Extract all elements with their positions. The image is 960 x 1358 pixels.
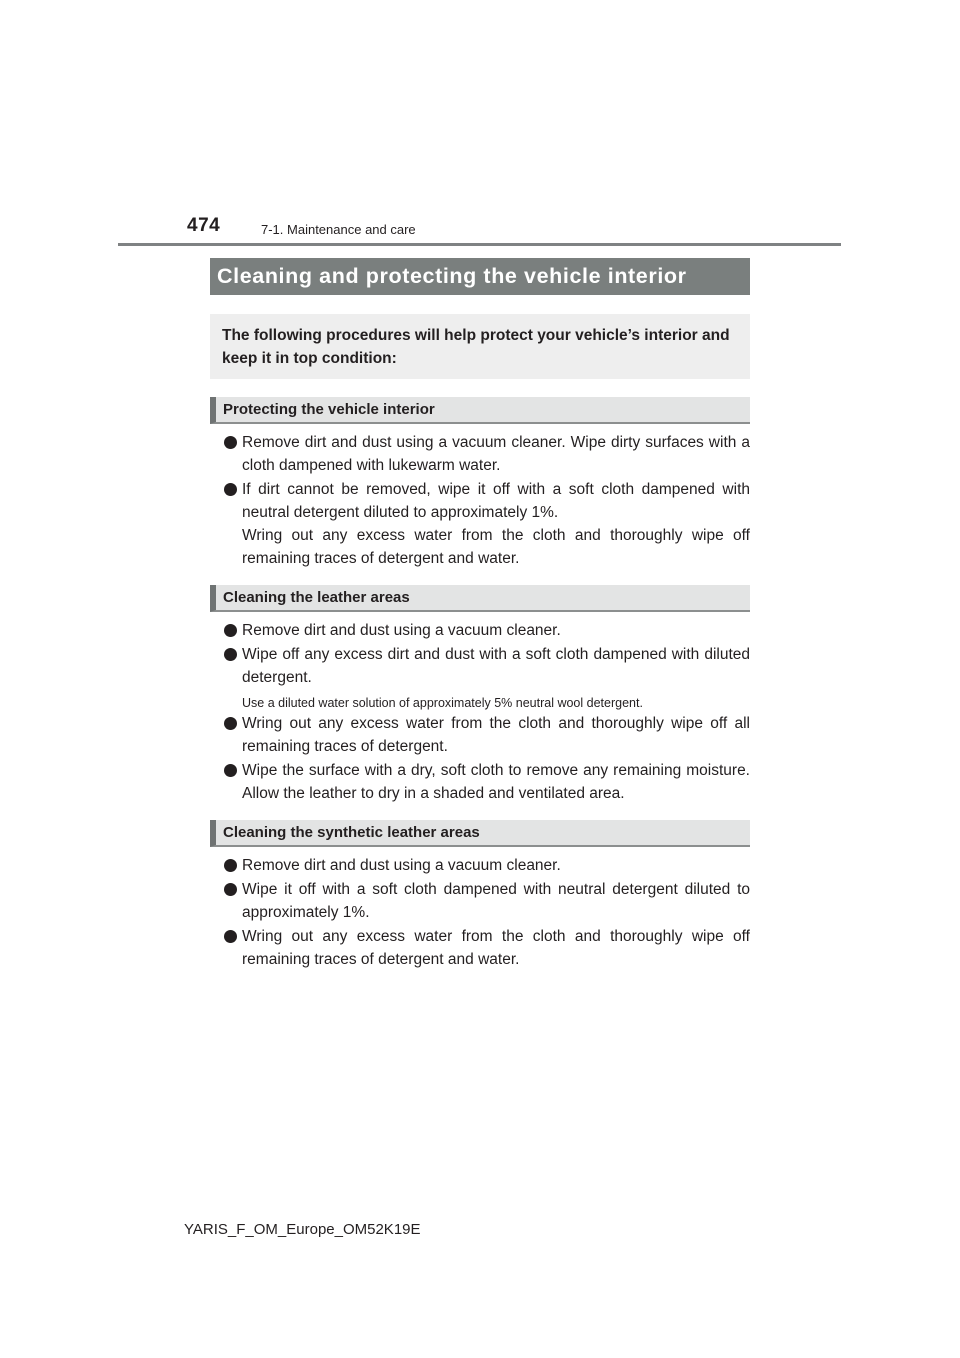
bullet-icon <box>224 624 237 637</box>
bullet-text: Wipe the surface with a dry, soft cloth to remove any remaining moisture. Allow the leather to dry in a shaded and ventilated area. <box>242 762 750 802</box>
bullet-list-synthetic-leather <box>210 854 750 971</box>
bullet-icon <box>224 764 237 777</box>
bullet-text: Remove dirt and dust using a vacuum cleaner. Wipe dirty surfaces with a cloth dampened with lukewarm water. <box>242 434 750 474</box>
bullet-icon <box>224 436 237 449</box>
bullet-text: If dirt cannot be removed, wipe it off with a soft cloth dampened with neutral detergent diluted to approximately 1%. <box>242 481 750 521</box>
list-item <box>210 878 750 924</box>
bullet-text: Remove dirt and dust using a vacuum cleaner. <box>242 622 561 639</box>
list-item <box>210 925 750 971</box>
bullet-text: Wring out any excess water from the cloth and thoroughly wipe off all remaining traces of detergent. <box>242 715 750 755</box>
page-header <box>0 0 960 250</box>
bullet-text: Wipe off any excess dirt and dust with a soft cloth dampened with diluted detergent. <box>242 646 750 686</box>
intro-box: The following procedures will help protect your vehicle’s interior and keep it in top condition: <box>210 314 750 379</box>
list-item <box>210 854 750 877</box>
section-heading-leather: Cleaning the leather areas <box>210 585 750 612</box>
list-item <box>210 431 750 477</box>
bullet-icon <box>224 717 237 730</box>
header-divider <box>118 243 841 246</box>
section-heading-protecting: Protecting the vehicle interior <box>210 397 750 424</box>
bullet-list-leather-continued <box>210 712 750 805</box>
list-item <box>210 478 750 570</box>
page-number: 474 <box>187 215 221 236</box>
section-label: 7-1. Maintenance and care <box>261 222 416 237</box>
bullet-text: Wring out any excess water from the cloth and thoroughly wipe off remaining traces of detergent and water. <box>242 928 750 968</box>
bullet-icon <box>224 483 237 496</box>
list-item <box>210 759 750 805</box>
bullet-icon <box>224 859 237 872</box>
detergent-note: Use a diluted water solution of approximately 5% neutral wool detergent. <box>242 696 643 710</box>
bullet-text: Remove dirt and dust using a vacuum cleaner. <box>242 857 561 874</box>
document-code: YARIS_F_OM_Europe_OM52K19E <box>184 1221 421 1238</box>
bullet-icon <box>224 930 237 943</box>
bullet-icon <box>224 648 237 661</box>
bullet-icon <box>224 883 237 896</box>
bullet-list-leather <box>210 619 750 689</box>
page-title: Cleaning and protecting the vehicle interior <box>210 258 750 295</box>
section-heading-synthetic-leather: Cleaning the synthetic leather areas <box>210 820 750 847</box>
list-item <box>210 643 750 689</box>
page-content <box>210 258 750 972</box>
bullet-text: Wipe it off with a soft cloth dampened with neutral detergent diluted to approximately 1%. <box>242 881 750 921</box>
list-item <box>210 619 750 642</box>
bullet-text-continued: Wring out any excess water from the cloth and thoroughly wipe off remaining traces of detergent and water. <box>242 527 750 567</box>
list-item <box>210 712 750 758</box>
bullet-list-protecting <box>210 431 750 570</box>
